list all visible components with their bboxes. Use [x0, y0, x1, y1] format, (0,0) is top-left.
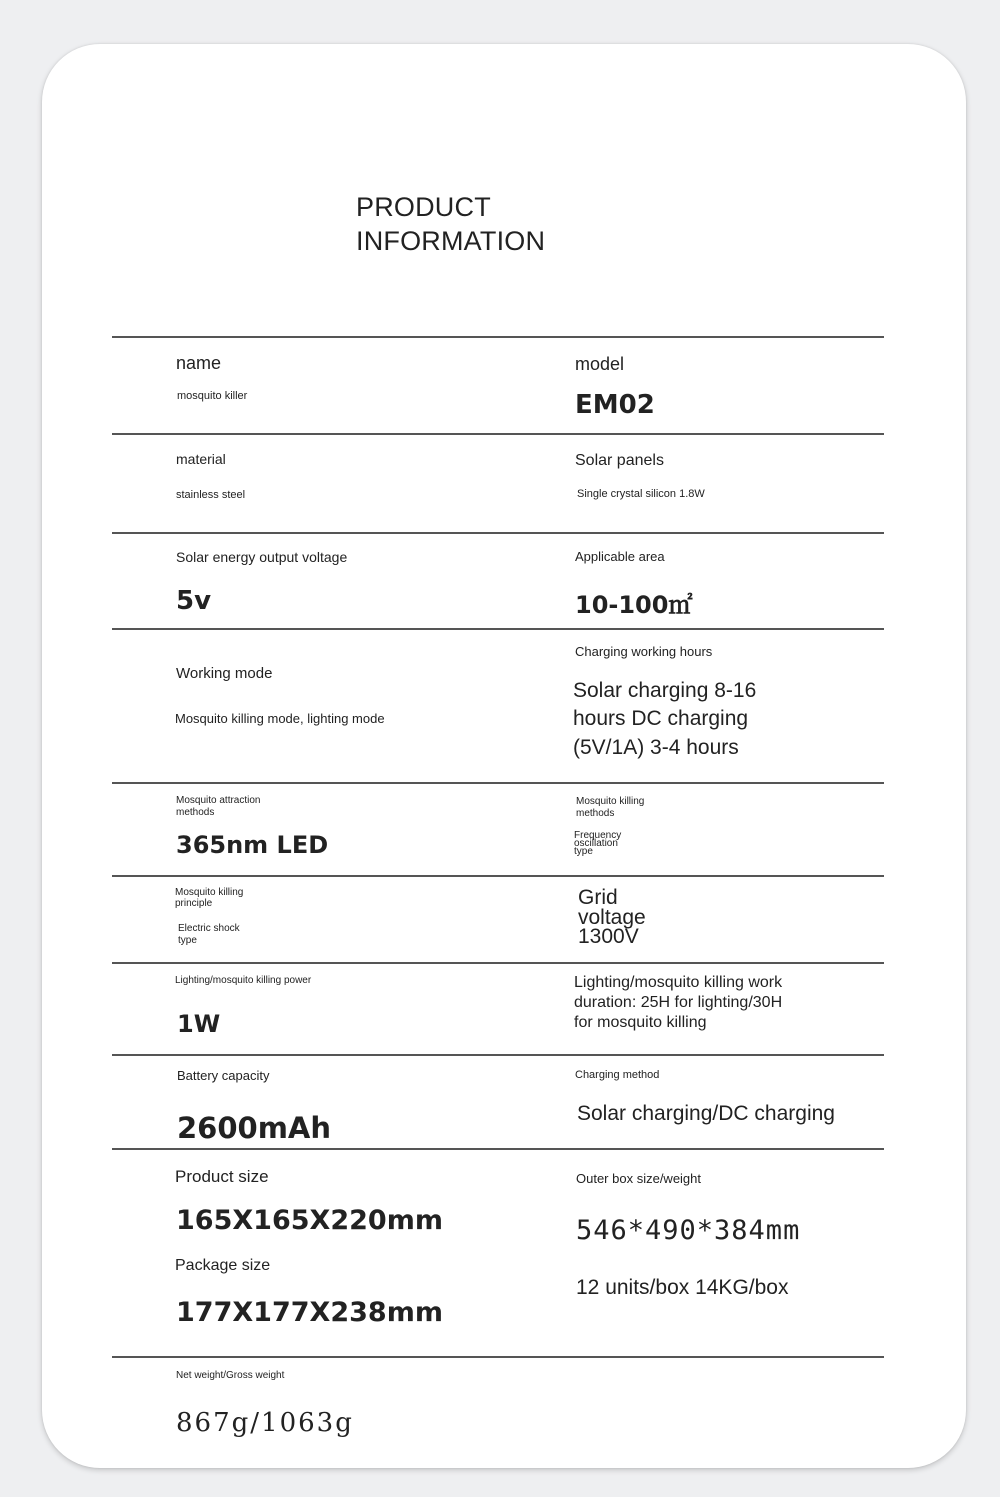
killing-methods-label-line-1: Mosquito killing: [576, 796, 645, 807]
divider: [112, 532, 884, 534]
name-label: name: [176, 353, 222, 373]
area-label: Applicable area: [575, 549, 665, 564]
divider: [112, 1356, 884, 1358]
attraction-label-line-2: methods: [176, 807, 215, 818]
battery-value: 2600mAh: [177, 1111, 332, 1145]
divider: [112, 336, 884, 338]
solar-voltage-value: 5v: [176, 586, 212, 616]
grid-line-1: Grid: [578, 886, 618, 909]
duration-line-2: duration: 25H for lighting/30H: [574, 994, 783, 1011]
name-value: mosquito killer: [177, 390, 248, 402]
outer-box-label: Outer box size/weight: [576, 1171, 702, 1186]
duration-line-1: Lighting/mosquito killing work: [574, 974, 783, 991]
title-line-2: INFORMATION: [356, 226, 546, 256]
material-value: stainless steel: [176, 489, 246, 501]
solar-panels-value: Single crystal silicon 1.8W: [577, 488, 705, 500]
page-title: [356, 190, 545, 258]
killing-methods-value-line-1: Frequency: [574, 830, 622, 841]
solar-panels-label: Solar panels: [575, 452, 664, 469]
model-value: EM02: [575, 390, 655, 420]
product-size-value: 165X165X220mm: [176, 1205, 443, 1236]
divider: [112, 875, 884, 877]
grid-line-2: voltage: [578, 906, 646, 929]
divider: [112, 628, 884, 630]
charging-method-value: Solar charging/DC charging: [577, 1102, 835, 1125]
power-label: Lighting/mosquito killing power: [175, 975, 312, 986]
principle-label-line-1: Mosquito killing: [175, 887, 244, 898]
charging-hours-line-3: (5V/1A) 3-4 hours: [573, 736, 739, 759]
power-value: 1W: [177, 1010, 221, 1038]
model-label: model: [575, 354, 625, 374]
attraction-value: 365nm LED: [176, 831, 329, 859]
principle-value-line-2: type: [178, 935, 197, 946]
charging-hours-label: Charging working hours: [575, 644, 713, 659]
package-size-label: Package size: [175, 1257, 271, 1274]
divider: [112, 433, 884, 435]
grid-line-3: 1300V: [578, 925, 639, 948]
principle-label-line-2: principle: [175, 898, 213, 909]
charging-hours-line-2: hours DC charging: [573, 707, 749, 730]
product-size-label: Product size: [175, 1167, 269, 1186]
area-value: 10-100㎡: [575, 591, 693, 619]
net-weight-label: Net weight/Gross weight: [176, 1370, 285, 1381]
divider: [112, 962, 884, 964]
material-label: material: [176, 451, 226, 467]
package-size-value: 177X177X238mm: [176, 1297, 443, 1328]
battery-label: Battery capacity: [177, 1068, 270, 1083]
principle-value-line-1: Electric shock: [178, 923, 240, 934]
units-per-box-value: 12 units/box 14KG/box: [576, 1276, 789, 1299]
killing-methods-value-line-2: oscillation: [574, 838, 618, 849]
killing-methods-value-line-3: type: [574, 846, 593, 857]
charging-hours-line-1: Solar charging 8-16: [573, 679, 757, 702]
duration-line-3: for mosquito killing: [574, 1014, 707, 1031]
net-weight-value: 867g/1063g: [176, 1408, 354, 1438]
working-mode-value: Mosquito killing mode, lighting mode: [175, 711, 385, 726]
solar-voltage-label: Solar energy output voltage: [176, 549, 348, 565]
divider: [112, 1148, 884, 1150]
attraction-label-line-1: Mosquito attraction: [176, 795, 261, 806]
divider: [112, 782, 884, 784]
working-mode-label: Working mode: [176, 665, 273, 682]
title-line-1: PRODUCT: [356, 192, 491, 222]
outer-box-value: 546*490*384mm: [576, 1215, 801, 1246]
charging-method-label: Charging method: [575, 1069, 660, 1081]
killing-methods-label-line-2: methods: [576, 808, 615, 819]
divider: [112, 1054, 884, 1056]
